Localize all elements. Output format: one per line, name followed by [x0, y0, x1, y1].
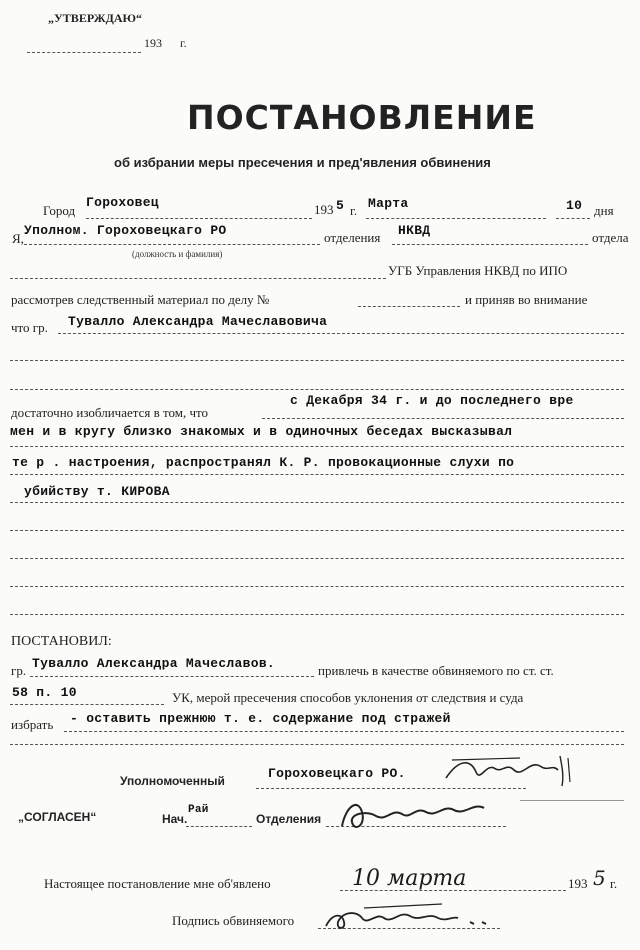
officer-line: [24, 244, 320, 245]
blank-line-3: [10, 530, 624, 531]
day-line: [556, 218, 590, 219]
officer-caption: (должность и фамилия): [132, 249, 223, 259]
blank-line-5: [10, 586, 624, 587]
month-line: [366, 218, 546, 219]
ugb-text: УГБ Управления НКВД по ИПО: [388, 263, 568, 278]
chief-label: Нач.: [162, 812, 188, 826]
resolution-person: Тувалло Александра Мачеславов.: [32, 656, 276, 671]
approval-line: [27, 52, 141, 53]
signature-box-top: [520, 800, 624, 801]
review-text-a: рассмотрев следственный материал по делу №: [11, 292, 270, 307]
resolution-text-b: УК, мерой пресечения способов уклонения от следствия и суда: [172, 690, 524, 705]
year-typed: 5: [336, 198, 345, 213]
charge-line-4-text: убийству т. КИРОВА: [24, 484, 170, 499]
city-value: Гороховец: [86, 195, 159, 210]
resolution-article: 58 п. 10: [12, 685, 77, 700]
review-text-b: и приняв во внимание: [465, 292, 588, 307]
resolution-text-c: избрать: [11, 717, 54, 732]
approval-year: 193: [144, 36, 162, 50]
month-value: Марта: [368, 196, 409, 211]
announce-year: 193: [568, 876, 588, 891]
approval-g: г.: [180, 36, 187, 50]
resolution-person-line: [30, 676, 314, 677]
resolution-measure: - оставить прежнюю т. е. содержание под стражей: [70, 711, 451, 726]
article-line: [10, 704, 164, 705]
resolution-gr: гр.: [11, 663, 27, 678]
day-label: дня: [594, 203, 614, 218]
announce-text: Настоящее постановление мне об'явлено: [44, 876, 271, 891]
announce-date: 10 марта: [352, 866, 467, 891]
charge-line-4: [10, 502, 624, 503]
blank-line-2: [10, 389, 624, 390]
dept-value: НКВД: [398, 223, 431, 238]
dept-label: отделения: [324, 230, 381, 245]
blank-line-4: [10, 558, 624, 559]
officer-name: Уполном. Гороховецкаго РО: [24, 223, 227, 238]
authorized-value: Гороховецкаго РО.: [268, 766, 406, 781]
person-line: [58, 333, 624, 334]
agreed-label: „СОГЛАСЕН“: [18, 810, 97, 824]
announce-g: г.: [610, 876, 618, 891]
measure-line: [64, 731, 624, 732]
document-subtitle: об избрании меры пресечения и пред'явления обвинения: [114, 155, 491, 170]
blank-line-6: [10, 614, 624, 615]
dept-line: [392, 244, 588, 245]
officer-prefix: Я,: [12, 231, 24, 246]
authorized-signature: [440, 752, 576, 792]
blank-line-1: [10, 360, 624, 361]
resolution-text-a: привлечь в качестве обвиняемого по ст. ст.: [318, 663, 554, 678]
review-text-c: что гр.: [11, 320, 48, 335]
case-number-line: [358, 306, 460, 307]
chief-signature: [336, 792, 496, 838]
document-title: ПОСТАНОВЛЕНИЕ: [187, 98, 537, 137]
incriminated-label: достаточно изобличается в том, что: [11, 405, 208, 420]
charge-line-2-text: мен и в кругу близко знакомых и в одиночных беседах высказывал: [10, 424, 513, 439]
city-label: Город: [43, 203, 76, 218]
charge-line-1-text: с Декабря 34 г. и до последнего вре: [290, 393, 574, 408]
ugb-line: [10, 278, 386, 279]
chief-line: [186, 826, 252, 827]
blank-line-7: [10, 744, 624, 745]
announce-year-hw: 5: [593, 866, 606, 890]
charge-line-3-text: те р . настроения, распространял К. Р. провокационные слухи по: [12, 455, 515, 470]
city-line: [86, 218, 312, 219]
resolved-heading: ПОСТАНОВИЛ:: [11, 634, 112, 649]
authorized-label: Уполномоченный: [120, 774, 225, 788]
chief-typed: Рай: [188, 804, 209, 816]
accused-signature: [322, 900, 498, 936]
accused-sign-label: Подпись обвиняемого: [172, 913, 295, 928]
day-value: 10: [566, 198, 583, 213]
approval-heading: „УТВЕРЖДАЮ“: [48, 11, 143, 25]
review-person: Тувалло Александра Мачеславовича: [68, 314, 328, 329]
charge-line-2: [10, 446, 624, 447]
year-prefix: 193: [314, 202, 334, 217]
year-g: г.: [350, 203, 358, 218]
charge-line-3: [10, 474, 624, 475]
otdela-label: отдела: [592, 230, 629, 245]
charge-line-1: [262, 418, 624, 419]
chief-dept-label: Отделения: [256, 812, 322, 826]
